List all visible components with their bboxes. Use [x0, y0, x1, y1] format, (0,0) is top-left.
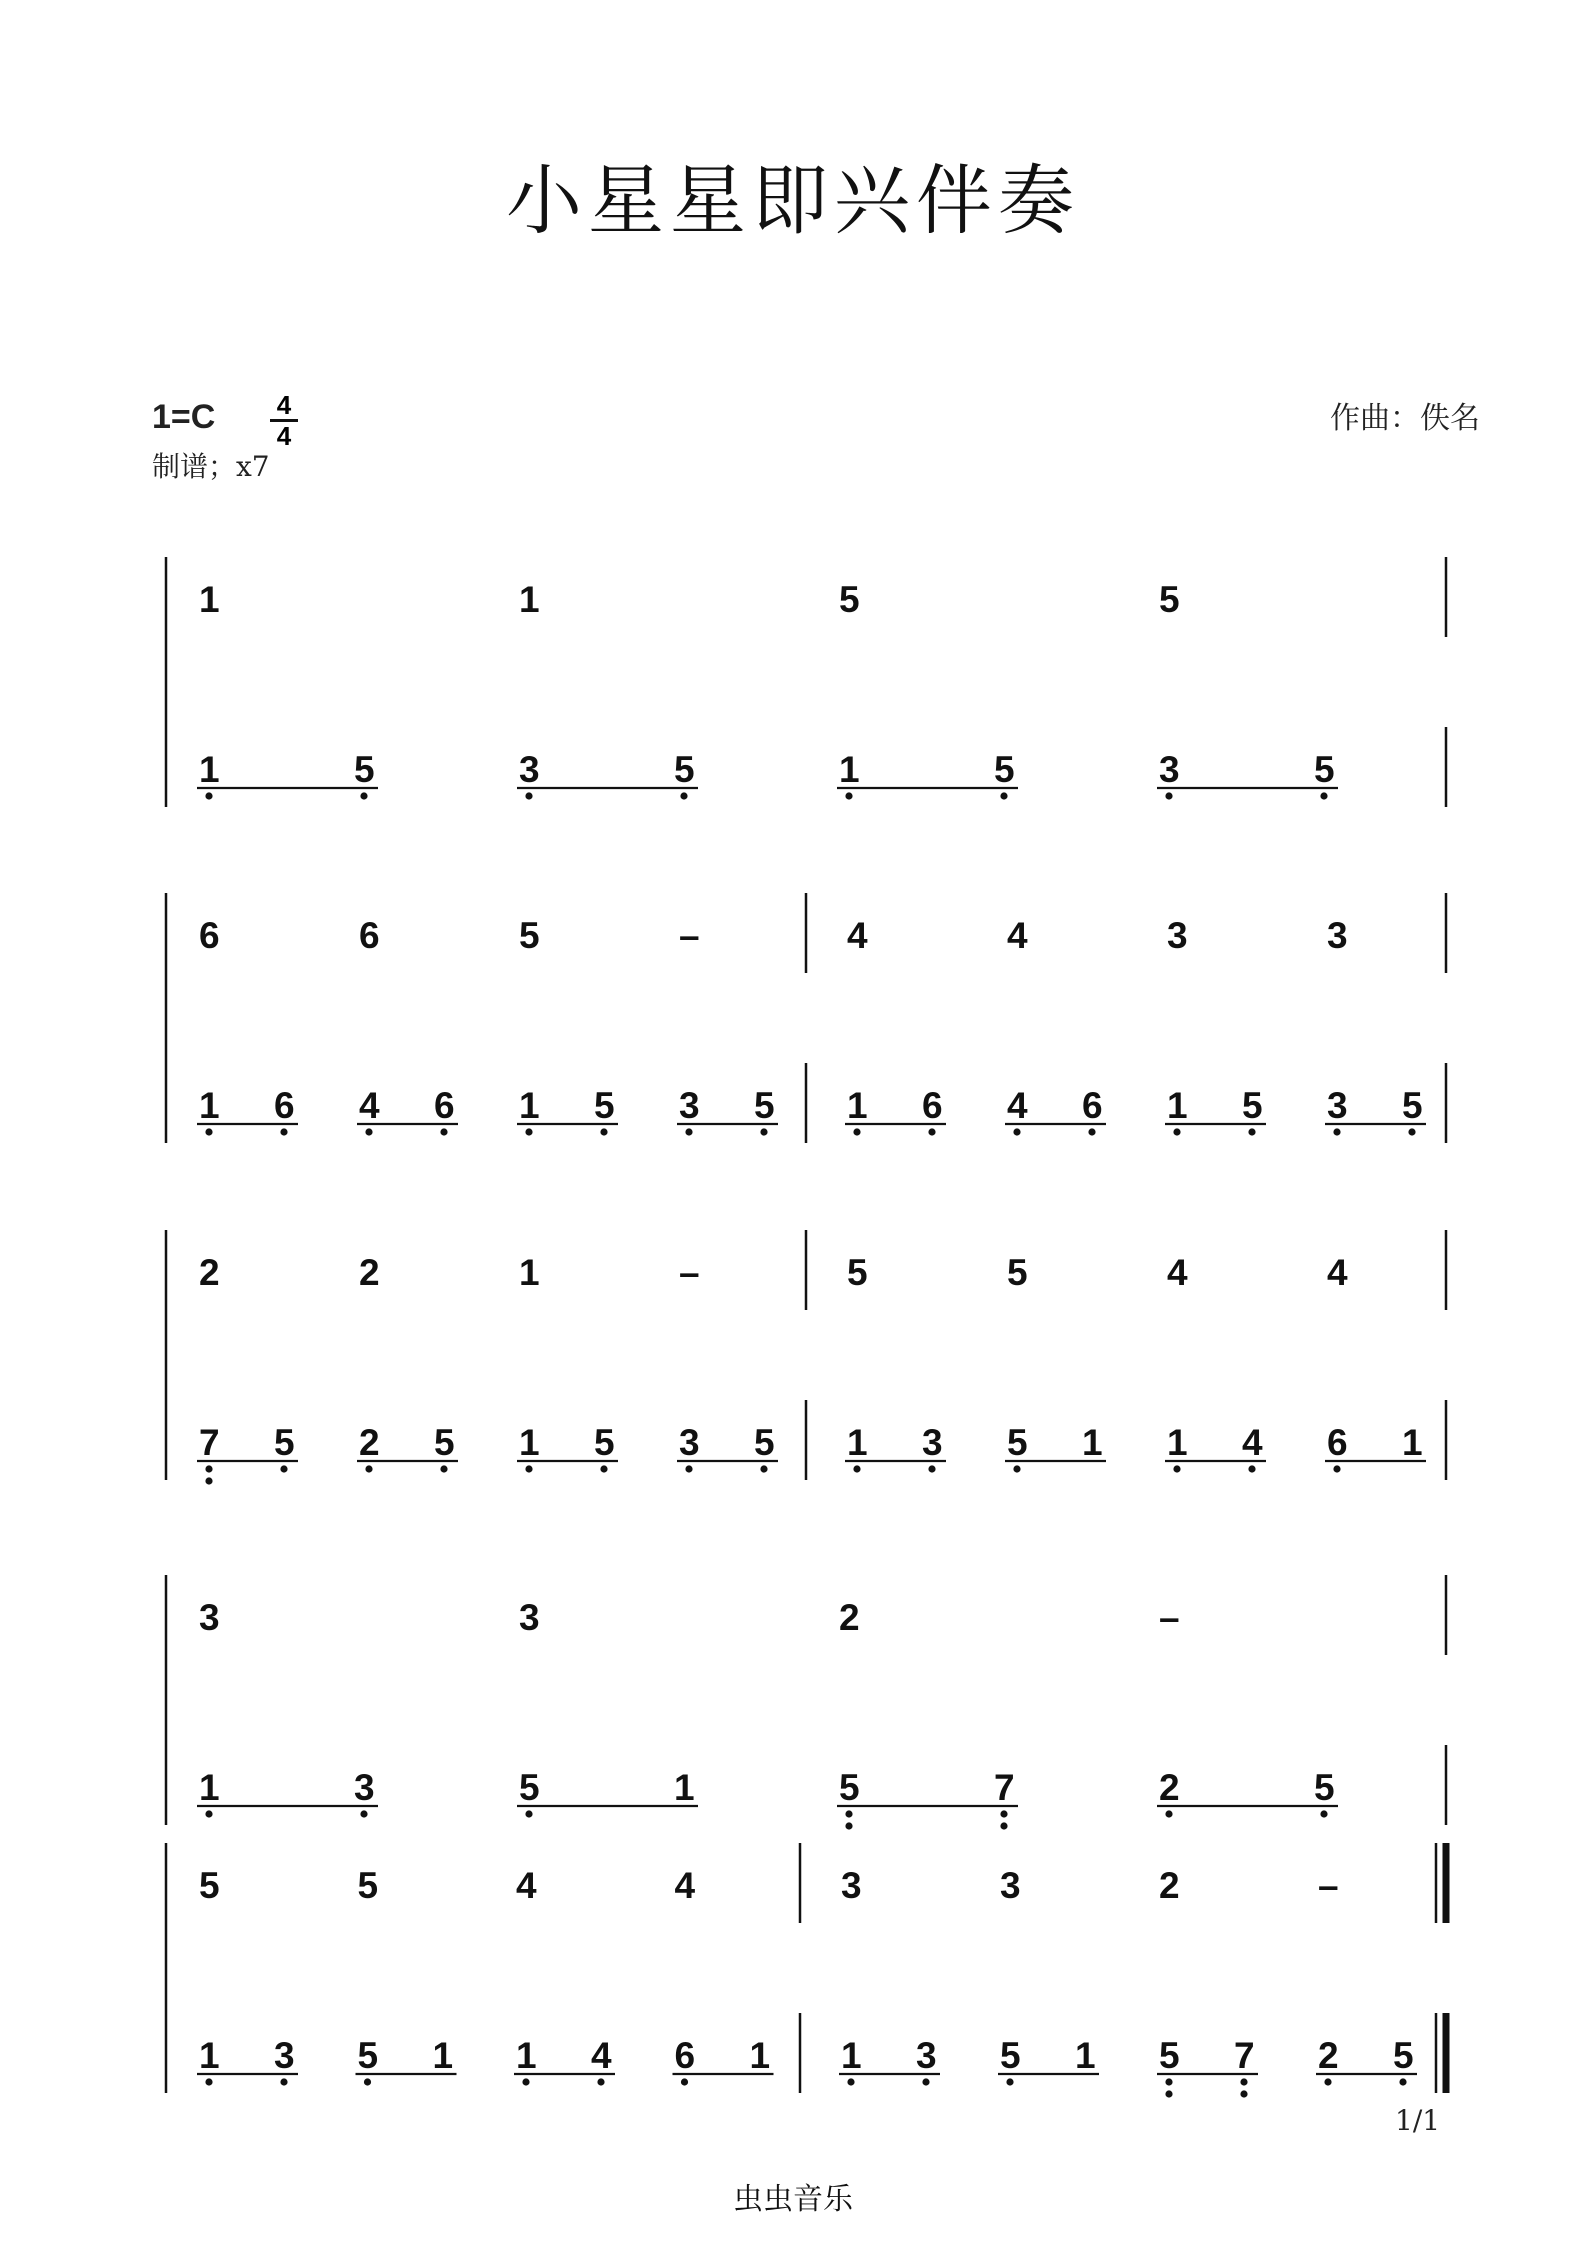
octave-dot: [525, 792, 532, 799]
octave-dot: [440, 1128, 447, 1135]
melody-note: 5: [199, 1865, 220, 1906]
octave-dot: [1173, 1465, 1180, 1472]
bass-note: 2: [359, 1422, 380, 1463]
melody-note: 3: [199, 1597, 220, 1638]
bass-note: 1: [1082, 1422, 1103, 1463]
octave-dot: [681, 2078, 688, 2085]
melody-note: 1: [199, 579, 220, 620]
octave-dot: [522, 2078, 529, 2085]
octave-dot: [1165, 2078, 1172, 2085]
bass-note: 1: [1167, 1085, 1188, 1126]
melody-note: 6: [359, 915, 380, 956]
bass-note: 1: [516, 2035, 537, 2076]
octave-dot: [760, 1465, 767, 1472]
bass-note: 6: [1327, 1422, 1348, 1463]
octave-dot: [845, 1810, 852, 1817]
octave-dot: [205, 1465, 212, 1472]
octave-dot: [1173, 1128, 1180, 1135]
octave-dot: [845, 792, 852, 799]
melody-note: 4: [1007, 915, 1028, 956]
bass-note: 1: [847, 1085, 868, 1126]
octave-dot: [360, 792, 367, 799]
melody-note: 2: [199, 1252, 220, 1293]
octave-dot: [205, 1128, 212, 1135]
bass-note: 1: [519, 1085, 540, 1126]
octave-dot: [525, 1465, 532, 1472]
bass-note: 4: [359, 1085, 380, 1126]
octave-dot: [365, 1465, 372, 1472]
octave-dot: [1013, 1128, 1020, 1135]
melody-note: 5: [1007, 1252, 1028, 1293]
melody-note: 5: [847, 1252, 868, 1293]
bass-note: 5: [674, 749, 695, 790]
octave-dot: [205, 1477, 212, 1484]
bass-note: 3: [1327, 1085, 1348, 1126]
bass-note: 5: [1314, 1767, 1335, 1808]
octave-dot: [1000, 1822, 1007, 1829]
octave-dot: [365, 1128, 372, 1135]
melody-note: 4: [847, 915, 868, 956]
octave-dot: [205, 2078, 212, 2085]
bass-note: 3: [1159, 749, 1180, 790]
octave-dot: [1248, 1465, 1255, 1472]
bass-note: 3: [916, 2035, 937, 2076]
bass-note: 5: [1402, 1085, 1423, 1126]
time-signature-bottom: 4: [276, 421, 292, 451]
octave-dot: [1013, 1465, 1020, 1472]
octave-dot: [1399, 2078, 1406, 2085]
melody-note: 1: [519, 1252, 540, 1293]
octave-dot: [205, 1810, 212, 1817]
bass-note: 1: [199, 1085, 220, 1126]
sustain-dash: –: [1159, 1597, 1180, 1638]
octave-dot: [680, 792, 687, 799]
bass-note: 6: [1082, 1085, 1103, 1126]
octave-dot: [1408, 1128, 1415, 1135]
bass-note: 5: [519, 1767, 540, 1808]
octave-dot: [600, 1128, 607, 1135]
bass-note: 1: [1402, 1422, 1423, 1463]
octave-dot: [760, 1128, 767, 1135]
arranger-credit: 制谱；x7: [152, 450, 270, 483]
octave-dot: [685, 1128, 692, 1135]
octave-dot: [1320, 792, 1327, 799]
melody-note: 2: [839, 1597, 860, 1638]
bass-note: 5: [434, 1422, 455, 1463]
bass-note: 5: [1314, 749, 1335, 790]
bass-note: 6: [274, 1085, 295, 1126]
melody-note: 4: [674, 1865, 696, 1906]
octave-dot: [440, 1465, 447, 1472]
key-signature: 1=C: [152, 398, 216, 436]
octave-dot: [280, 2078, 287, 2085]
octave-dot: [1324, 2078, 1331, 2085]
octave-dot: [1240, 2078, 1247, 2085]
octave-dot: [853, 1128, 860, 1135]
melody-note: 1: [519, 579, 540, 620]
bass-note: 3: [922, 1422, 943, 1463]
bass-note: 5: [994, 749, 1015, 790]
composer-credit: 作曲：佚名: [1330, 401, 1480, 436]
bass-note: 6: [922, 1085, 943, 1126]
bass-note: 1: [839, 749, 860, 790]
bass-note: 1: [841, 2035, 862, 2076]
octave-dot: [928, 1128, 935, 1135]
bass-note: 7: [994, 1767, 1015, 1808]
octave-dot: [1000, 792, 1007, 799]
octave-dot: [1000, 1810, 1007, 1817]
octave-dot: [600, 1465, 607, 1472]
bass-note: 1: [1075, 2035, 1096, 2076]
octave-dot: [280, 1465, 287, 1472]
bass-note: 1: [1167, 1422, 1188, 1463]
bass-note: 1: [199, 1767, 220, 1808]
bass-note: 3: [519, 749, 540, 790]
melody-note: 3: [841, 1865, 862, 1906]
melody-note: 3: [1327, 915, 1348, 956]
bass-note: 7: [199, 1422, 220, 1463]
bass-note: 3: [354, 1767, 375, 1808]
bass-note: 1: [674, 1767, 695, 1808]
melody-note: 3: [1167, 915, 1188, 956]
sustain-dash: –: [679, 915, 700, 956]
bass-note: 2: [1318, 2035, 1339, 2076]
octave-dot: [597, 2078, 604, 2085]
melody-note: 2: [359, 1252, 380, 1293]
melody-note: 4: [1327, 1252, 1348, 1293]
octave-dot: [205, 792, 212, 799]
footer-brand: 虫虫音乐: [733, 2182, 853, 2217]
sustain-dash: –: [1318, 1865, 1339, 1906]
bass-note: 5: [1393, 2035, 1414, 2076]
bass-note: 5: [1242, 1085, 1263, 1126]
bass-note: 5: [754, 1422, 775, 1463]
bass-note: 5: [839, 1767, 860, 1808]
bass-note: 3: [274, 2035, 295, 2076]
melody-note: 5: [1159, 579, 1180, 620]
bass-note: 6: [434, 1085, 455, 1126]
octave-dot: [1320, 1810, 1327, 1817]
bass-note: 1: [432, 2035, 454, 2076]
octave-dot: [1333, 1465, 1340, 1472]
bass-note: 2: [1159, 1767, 1180, 1808]
bass-note: 5: [1007, 1422, 1028, 1463]
bass-note: 3: [679, 1085, 700, 1126]
melody-note: 4: [1167, 1252, 1188, 1293]
bass-note: 4: [1007, 1085, 1028, 1126]
sustain-dash: –: [679, 1252, 700, 1293]
bass-note: 4: [591, 2035, 612, 2076]
octave-dot: [1333, 1128, 1340, 1135]
melody-note: 3: [519, 1597, 540, 1638]
octave-dot: [928, 1465, 935, 1472]
bass-note: 5: [1000, 2035, 1021, 2076]
octave-dot: [1088, 1128, 1095, 1135]
octave-dot: [1165, 1810, 1172, 1817]
bass-note: 1: [749, 2035, 771, 2076]
bass-note: 5: [754, 1085, 775, 1126]
octave-dot: [525, 1810, 532, 1817]
page-title: 小星星即兴伴奏: [506, 156, 1080, 245]
octave-dot: [922, 2078, 929, 2085]
bass-note: 1: [199, 2035, 220, 2076]
bass-note: 5: [274, 1422, 295, 1463]
octave-dot: [845, 1822, 852, 1829]
octave-dot: [853, 1465, 860, 1472]
octave-dot: [364, 2078, 371, 2085]
octave-dot: [1240, 2090, 1247, 2097]
bass-note: 5: [594, 1422, 615, 1463]
melody-note: 3: [1000, 1865, 1021, 1906]
bass-note: 6: [674, 2035, 696, 2076]
bass-note: 5: [1159, 2035, 1180, 2076]
bass-note: 7: [1234, 2035, 1255, 2076]
octave-dot: [1165, 792, 1172, 799]
melody-note: 6: [199, 915, 220, 956]
melody-note: 4: [516, 1865, 537, 1906]
octave-dot: [525, 1128, 532, 1135]
melody-note: 5: [519, 915, 540, 956]
bass-note: 4: [1242, 1422, 1263, 1463]
octave-dot: [1248, 1128, 1255, 1135]
bass-note: 3: [679, 1422, 700, 1463]
octave-dot: [280, 1128, 287, 1135]
octave-dot: [685, 1465, 692, 1472]
octave-dot: [1165, 2090, 1172, 2097]
bass-note: 5: [357, 2035, 379, 2076]
melody-note: 2: [1159, 1865, 1180, 1906]
page-number: 1/1: [1395, 2104, 1441, 2137]
bass-note: 1: [519, 1422, 540, 1463]
time-signature-top: 4: [276, 390, 292, 420]
bass-note: 5: [354, 749, 375, 790]
octave-dot: [1006, 2078, 1013, 2085]
octave-dot: [847, 2078, 854, 2085]
bass-note: 1: [199, 749, 220, 790]
bass-note: 1: [847, 1422, 868, 1463]
octave-dot: [360, 1810, 367, 1817]
melody-note: 5: [839, 579, 860, 620]
bass-note: 5: [594, 1085, 615, 1126]
melody-note: 5: [357, 1865, 379, 1906]
